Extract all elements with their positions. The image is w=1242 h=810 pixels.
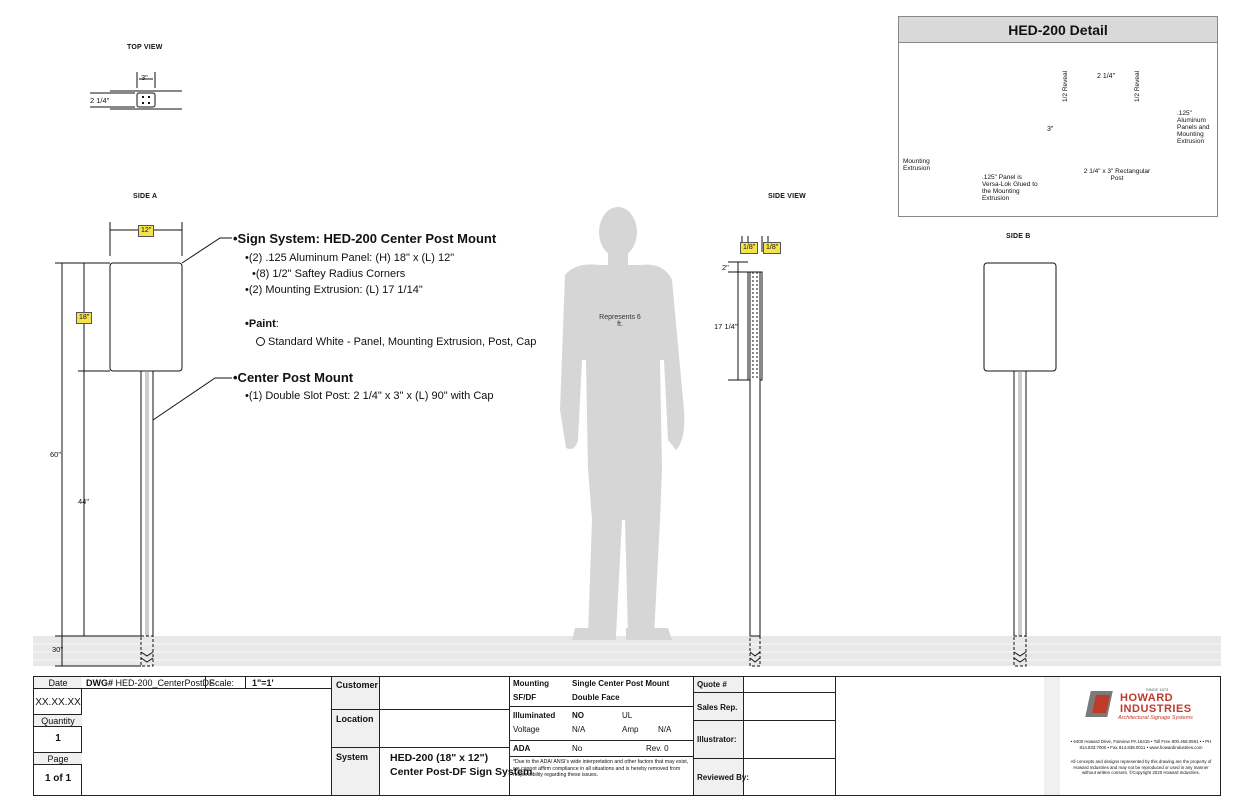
spec-post-line: •(1) Double Slot Post: 2 1/4" x 3" x (L) 90" with Cap — [245, 390, 494, 402]
company-address: • 6400 Howard Drive, Fairview PA 16415 • Toll Free 800.458.0591 • • PH 814.833.7000 • Fax 814.838.0011 • www.howardindustries.com — [1070, 739, 1212, 750]
page-value: 1 of 1 — [44, 773, 72, 784]
panel-thickness-dim-2: 1/8" — [763, 242, 781, 254]
date-value: XX.XX.XX — [35, 697, 81, 708]
paint-swatch-icon — [256, 337, 265, 346]
ada-label: ADA — [513, 744, 531, 753]
date-label: Date — [48, 678, 68, 688]
detail-panel — [898, 16, 1218, 217]
spec-post-title: •Center Post Mount — [233, 370, 354, 385]
overall-height-dim: 60" — [50, 450, 62, 459]
illuminated-label: Illuminated — [513, 711, 556, 720]
scale-value: 1"=1' — [252, 678, 274, 688]
detail-post-note: 2 1/4" x 3" Rectangular Post — [1083, 168, 1151, 182]
dwg-field: DWG# HED-200_CenterPostDF — [86, 678, 215, 688]
illuminated-value: NO — [572, 711, 584, 720]
spec-paint-line: Standard White - Panel, Mounting Extrusion, Post, Cap — [256, 334, 536, 351]
rev-field: Rev. 0 — [646, 744, 669, 753]
top-view-label: TOP VIEW — [127, 44, 163, 51]
spec-sign-system-title: •Sign System: HED-200 Center Post Mount — [233, 231, 497, 246]
post-height-dim: 44" — [78, 497, 90, 506]
side-view-drawing — [728, 236, 768, 666]
ada-note: *Due to the ADA/ ANSI's wide interpretation and other factors that may exist, we cannot affirm compliance in all situations and is hereby removed from responsibility regarding these issues. — [513, 759, 689, 778]
extrusion-length-dim: 17 1/4" — [714, 322, 738, 331]
quote-label: Quote # — [697, 680, 727, 689]
detail-mounting-extrusion: Mounting Extrusion — [903, 158, 931, 172]
amp-value: N/A — [658, 725, 672, 734]
mounting-value: Single Center Post Mount — [572, 679, 670, 688]
ul-label: UL — [622, 711, 633, 720]
panel-thickness-dim-1: 1/8" — [740, 242, 758, 254]
top-offset-dim: 2" — [722, 263, 729, 272]
reviewed-label: Reviewed By: — [697, 773, 750, 782]
customer-label: Customer — [336, 680, 379, 690]
side-a-drawing — [55, 222, 232, 666]
sales-label: Sales Rep. — [697, 703, 738, 712]
voltage-label: Voltage — [513, 725, 540, 734]
company-name-1: HOWARD — [1120, 692, 1174, 704]
spec-panel-line: •(2) .125 Aluminum Panel: (H) 18" x (L) 12" — [245, 252, 455, 264]
company-name-2: INDUSTRIES — [1120, 703, 1192, 715]
detail-post-depth: 3" — [1047, 126, 1054, 133]
howard-logo — [1084, 687, 1214, 727]
spec-paint-title: •Paint: — [245, 318, 279, 330]
sfdf-value: Double Face — [572, 693, 620, 702]
system-value-2: Center Post-DF Sign System — [390, 766, 533, 778]
top-view-slots — [142, 96, 150, 104]
page-label: Page — [47, 754, 69, 764]
illustrator-label: Illustrator: — [697, 735, 737, 744]
ada-value: No — [572, 744, 583, 753]
spec-extrusion-line: •(2) Mounting Extrusion: (L) 17 1/14" — [245, 284, 423, 296]
side-view-label: SIDE VIEW — [768, 193, 806, 200]
detail-post-width: 2 1/4" — [1097, 73, 1116, 80]
quantity-label: Quantity — [41, 716, 75, 726]
ground-strip — [33, 636, 1221, 666]
detail-right-note: .125" Aluminum Panels and Mounting Extrusion — [1177, 110, 1210, 145]
side-b-label: SIDE B — [1006, 233, 1031, 240]
copyright-note: All concepts and designs represented by this drawing are the property of Howard Industries and may not be reproduced or used in any manner without written consent. ©Copyright 2020 Howard Industries. — [1070, 759, 1212, 775]
title-block — [33, 676, 1221, 796]
scale-label: Scale: — [209, 678, 235, 688]
panel-width-dim: 12" — [138, 225, 154, 237]
spec-corners-line: •(8) 1/2" Saftey Radius Corners — [252, 268, 406, 280]
company-tagline: Architectural Signage Systems — [1118, 715, 1193, 721]
sfdf-label: SF/DF — [513, 693, 537, 702]
voltage-value: N/A — [572, 725, 586, 734]
location-label: Location — [336, 714, 374, 724]
burial-depth-dim: 30" — [52, 645, 64, 654]
detail-panel-note: .125" Panel is Versa-Lok Glued to the Mounting Extrusion — [982, 174, 1038, 202]
mounting-label: Mounting — [513, 679, 549, 688]
amp-label: Amp — [622, 725, 639, 734]
side-a-label: SIDE A — [133, 193, 158, 200]
company-small: SINCE 1973 — [1146, 687, 1169, 692]
side-b-drawing — [984, 263, 1056, 666]
quantity-value: 1 — [55, 733, 61, 744]
top-width-dim: 3" — [141, 73, 148, 82]
figure-note: Represents 6 ft. — [599, 314, 641, 328]
system-label: System — [336, 752, 369, 762]
human-figure-silhouette — [560, 207, 684, 640]
system-value-1: HED-200 (18" x 12") — [390, 752, 489, 764]
detail-title: HED-200 Detail — [899, 17, 1217, 43]
top-depth-dim: 2 1/4" — [90, 96, 110, 105]
panel-height-dim: 18" — [76, 312, 92, 324]
